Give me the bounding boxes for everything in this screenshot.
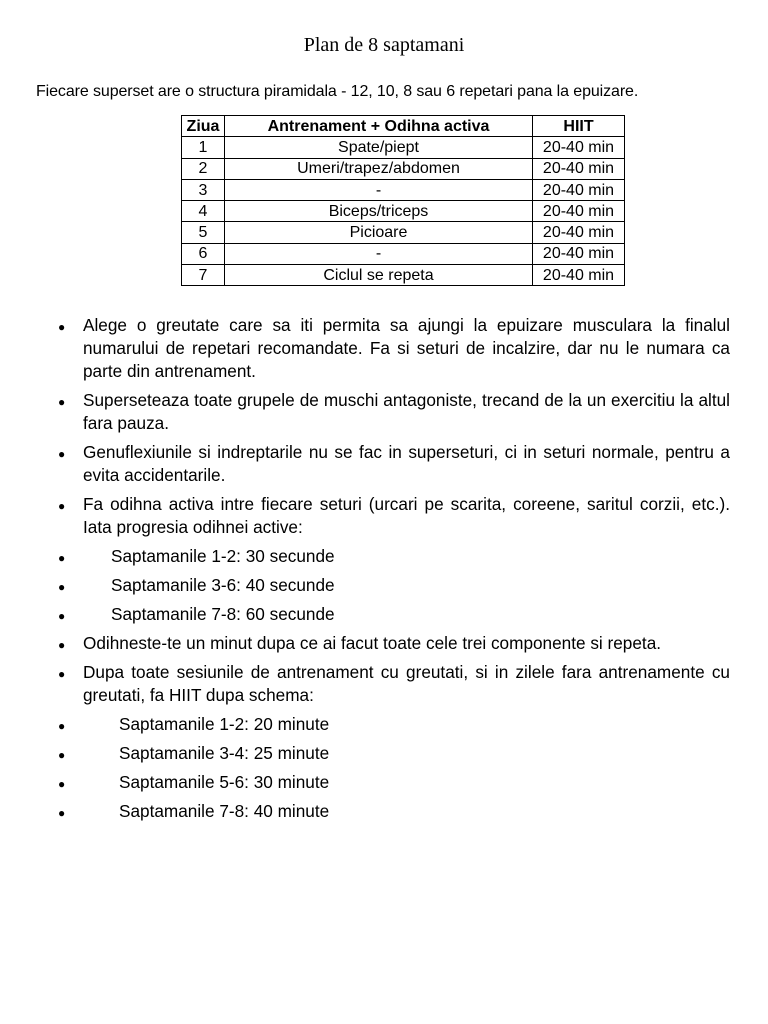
list-item-text: Dupa toate sesiunile de antrenament cu greutati, si in zilele fara antrenamente cu greutati, fa HIIT dupa schema: <box>83 662 730 705</box>
list-item <box>0 661 730 707</box>
list-item-text: Saptamanile 1-2: 30 secunde <box>111 546 335 566</box>
list-item <box>0 574 730 597</box>
table-row <box>182 179 625 200</box>
bullet-icon: ● <box>58 320 66 334</box>
cell-workout: - <box>225 243 533 264</box>
cell-day: 6 <box>182 243 225 264</box>
cell-hiit: 20-40 min <box>533 179 625 200</box>
bullet-icon: ● <box>58 719 66 733</box>
cell-workout: Umeri/trapez/abdomen <box>225 158 533 179</box>
list-item <box>0 545 730 568</box>
bullet-icon: ● <box>58 551 66 565</box>
header-workout: Antrenament + Odihna activa <box>225 116 533 137</box>
bullet-icon: ● <box>58 447 66 461</box>
intro-paragraph: Fiecare superset are o structura piramidala - 12, 10, 8 sau 6 repetari pana la epuizare. <box>36 83 639 100</box>
bullet-icon: ● <box>58 609 66 623</box>
bullet-icon: ● <box>58 667 66 681</box>
bullet-icon: ● <box>58 806 66 820</box>
cell-hiit: 20-40 min <box>533 158 625 179</box>
bullet-icon: ● <box>58 777 66 791</box>
list-item <box>0 314 730 383</box>
cell-hiit: 20-40 min <box>533 265 625 286</box>
bullet-icon: ● <box>58 395 66 409</box>
table-row <box>182 222 625 243</box>
list-item <box>0 771 730 794</box>
header-hiit: HIIT <box>533 116 625 137</box>
table-row <box>182 265 625 286</box>
document-title: Plan de 8 saptamani <box>303 34 465 56</box>
cell-workout: Picioare <box>225 222 533 243</box>
cell-day: 2 <box>182 158 225 179</box>
list-item <box>0 632 730 655</box>
table-row <box>182 243 625 264</box>
bullet-icon: ● <box>58 580 66 594</box>
list-item-text: Odihneste-te un minut dupa ce ai facut toate cele trei componente si repeta. <box>83 633 662 653</box>
cell-day: 5 <box>182 222 225 243</box>
list-item-text: Saptamanile 5-6: 30 minute <box>119 772 330 792</box>
bullet-icon: ● <box>58 638 66 652</box>
list-item <box>0 713 730 736</box>
table-row <box>182 201 625 222</box>
list-item-text: Saptamanile 3-4: 25 minute <box>119 743 330 763</box>
cell-workout: Spate/piept <box>225 137 533 158</box>
cell-hiit: 20-40 min <box>533 137 625 158</box>
list-item-text: Saptamanile 3-6: 40 secunde <box>111 575 335 595</box>
cell-day: 7 <box>182 265 225 286</box>
list-item-text: Superseteaza toate grupele de muschi antagoniste, trecand de la un exercitiu la altul fara pauza. <box>83 390 730 433</box>
list-item-text: Genuflexiunile si indreptarile nu se fac in superseturi, ci in seturi normale, pentru a evita accidentarile. <box>83 442 730 485</box>
cell-workout: Ciclul se repeta <box>225 265 533 286</box>
list-item <box>0 389 730 435</box>
list-item <box>0 441 730 487</box>
bullet-icon: ● <box>58 499 66 513</box>
list-item-text: Fa odihna activa intre fiecare seturi (urcari pe scarita, coreene, saritul corzii, etc.). Iata progresia odihnei active: <box>83 494 730 537</box>
list-item <box>0 603 730 626</box>
notes-list <box>0 314 768 829</box>
list-item-text: Alege o greutate care sa iti permita sa ajungi la epuizare musculara la finalul numarului de repetari recomandate. Fa si seturi de incalzire, dar nu le numara ca parte din antrenament. <box>83 315 730 381</box>
table-body <box>182 137 625 286</box>
cell-day: 4 <box>182 201 225 222</box>
table-row <box>182 137 625 158</box>
list-item-text: Saptamanile 1-2: 20 minute <box>119 714 330 734</box>
cell-hiit: 20-40 min <box>533 201 625 222</box>
table-row <box>182 158 625 179</box>
cell-hiit: 20-40 min <box>533 222 625 243</box>
table-header-row <box>182 116 625 137</box>
weekly-plan-table <box>181 115 625 286</box>
cell-workout: - <box>225 179 533 200</box>
list-item-text: Saptamanile 7-8: 60 secunde <box>111 604 335 624</box>
cell-workout: Biceps/triceps <box>225 201 533 222</box>
list-item <box>0 742 730 765</box>
list-item <box>0 800 730 823</box>
cell-hiit: 20-40 min <box>533 243 625 264</box>
cell-day: 3 <box>182 179 225 200</box>
header-day: Ziua <box>182 116 225 137</box>
list-item-text: Saptamanile 7-8: 40 minute <box>119 801 330 821</box>
bullet-icon: ● <box>58 748 66 762</box>
cell-day: 1 <box>182 137 225 158</box>
list-item <box>0 493 730 539</box>
